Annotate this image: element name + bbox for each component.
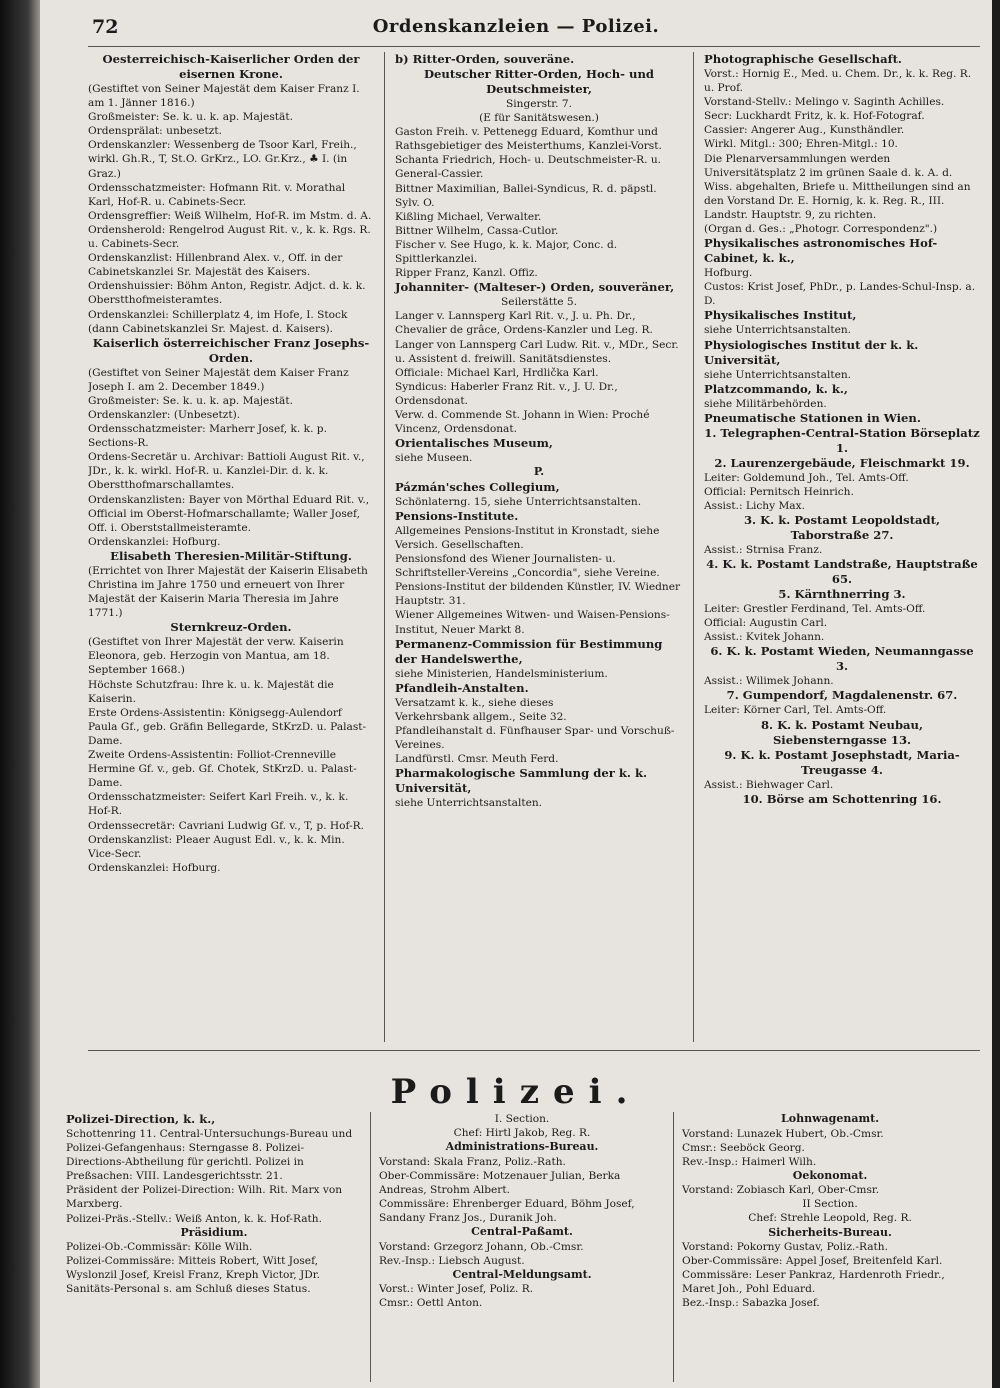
entry-text: Präsident der Polizei-Direction: Wilh. Rit. Marx von Marxberg. [66, 1184, 343, 1211]
entry-text: Vorstand: Pokorny Gustav, Poliz.-Rath. [682, 1241, 888, 1254]
entry-heading: Administrations-Bureau. [445, 1140, 599, 1154]
entry-heading: P. [533, 465, 545, 479]
entry-text: Commissäre: Ehrenberger Eduard, Böhm Josef, Sandany Franz Jos., Duranik Joh. [378, 1197, 635, 1225]
entry-text: Vorst.: Hornig E., Med. u. Chem. Dr., k. k. Reg. R. u. Prof. [704, 68, 972, 95]
entry-text: Langer von Lannsperg Carl Ludw. Rit. v., MDr., Secr. u. Assistent d. freiwill. Sanitätsdienstes. [395, 338, 679, 365]
entry-text: Sanitäts-Personal s. am Schluß dieses Status. [66, 1283, 311, 1296]
entry-text: Bez.-Insp.: Sabazka Josef. [682, 1297, 820, 1310]
entry-heading: Pneumatische Stationen in Wien. [704, 410, 921, 425]
entry-text: Leiter: Körner Carl, Tel. Amts-Off. [704, 704, 887, 717]
entry-text: Bittner Maximilian, Ballei-Syndicus, R. d. päpstl. Sylv. O. [395, 182, 657, 209]
column-police-direction [66, 1112, 370, 1382]
entry-heading: Photographische Gesellschaft. [704, 52, 902, 66]
entry-text: Hofburg. [704, 267, 753, 280]
entry-text: Polizei-Ob.-Commissär: Kölle Wilh. [66, 1241, 253, 1254]
entry-heading: Sicherheits-Bureau. [768, 1225, 892, 1239]
section-rule [88, 1050, 980, 1051]
entry-heading: b) Ritter-Orden, souveräne. [395, 52, 575, 66]
entry-heading: 7. Gumpendorf, Magdalenenstr. 67. [726, 688, 958, 703]
entry-heading: Pfandleih-Anstalten. [395, 680, 529, 695]
header-rule [88, 46, 980, 47]
document-page [40, 0, 992, 1388]
entry-text: Höchste Schutzfrau: Ihre k. u. k. Majestät die Kaiserin. [88, 678, 334, 705]
entry-text: Pfandleihanstalt d. Fünfhauser Spar- und Vorschuß-Vereines. [395, 724, 675, 751]
column-section-1 [370, 1112, 674, 1382]
entry-heading: Permanenz-Commission für Bestimmung der Handelswerthe, [395, 636, 663, 666]
entry-text: (Organ d. Ges.: „Photogr. Correspondenz".) [704, 223, 938, 236]
entry-text: Ordensherold: Rengelrod August Rit. v., k. k. Rgs. R. u. Cabinets-Secr. [88, 223, 371, 251]
upper-columns [88, 52, 980, 1042]
entry-text: (Gestiftet von Seiner Majestät dem Kaiser Franz Joseph I. am 2. December 1849.) [88, 366, 349, 393]
entry-text: Leiter: Goldemund Joh., Tel. Amts-Off. [704, 471, 909, 484]
entry-text: Commissäre: Leser Pankraz, Hardenroth Friedr., Maret Joh., Pohl Eduard. [682, 1269, 945, 1296]
entry-heading: Central-Meldungsamt. [452, 1267, 592, 1281]
entry-heading: Oesterreichisch-Kaiserlicher Orden der eisernen Krone. [102, 52, 360, 81]
entry-text: Custos: Krist Josef, PhDr., p. Landes-Schul-Insp. a. D. [704, 281, 976, 308]
police-section-title: Polizei. [390, 1072, 642, 1112]
lower-columns [66, 1112, 978, 1382]
entry-heading: Pázmán'sches Collegium, [395, 479, 560, 494]
entry-text: Verw. d. Commende St. Johann in Wien: Proché Vincenz, Ordensdonat. [395, 408, 650, 436]
entry-text: Zweite Ordens-Assistentin: Folliot-Crenneville Hermine Gf. v., geb. Gf. Chotek, StKrzD. u. Palast-Dame. [88, 749, 357, 790]
entry-text: Wirkl. Mitgl.: 300; Ehren-Mitgl.: 10. [704, 138, 898, 151]
entry-text: Ordenskanzlisten: Bayer von Mörthal Eduard Rit. v., Official im Oberst-Hofmarschallamte; Waller Josef, Off. i. Oberststallmeisteramte. [88, 493, 370, 534]
entry-text: Cassier: Angerer Aug., Kunsthändler. [704, 124, 905, 137]
column-section-2 [674, 1112, 978, 1382]
entry-text: Wiener Allgemeines Witwen- und Waisen-Pensions-Institut, Neuer Markt 8. [395, 609, 670, 636]
entry-text: Ordensschatzmeister: Seifert Karl Freih. v., k. k. Hof-R. [88, 791, 349, 818]
entry-text: siehe Ministerien, Handelsministerium. [395, 667, 608, 680]
page-header [40, 16, 992, 44]
entry-heading: Präsidium. [180, 1225, 248, 1239]
entry-text: (E für Sanitätswesen.) [479, 112, 599, 125]
entry-heading: Physikalisches astronomisches Hof-Cabinet, k. k., [704, 236, 938, 266]
entry-text: Ordenskanzlist: Pleaer August Edl. v., k. k. Min. Vice-Secr. [88, 833, 345, 860]
entry-text: Ober-Commissäre: Motzenauer Julian, Berka Andreas, Strohm Albert. [378, 1169, 621, 1196]
entry-text: Schönlaterng. 15, siehe Unterrichtsanstalten. [395, 495, 642, 508]
book-spine-shadow [0, 0, 40, 1388]
entry-text: Singerstr. 7. [505, 98, 573, 110]
entry-text: Ordensgreffier: Weiß Wilhelm, Hof-R. im Mstm. d. A. [88, 209, 372, 222]
entry-text: Ordensprälat: unbesetzt. [88, 125, 222, 138]
entry-text: Vorstand: Lunazek Hubert, Ob.-Cmsr. [682, 1127, 884, 1140]
entry-text: Ordens-Secretär u. Archivar: Battioli August Rit. v., JDr., k. k. wirkl. Hof-R. u. Kanzlei-Dir. d. k. k. Oberstthofmarschallamtes. [88, 451, 365, 492]
entry-heading: 9. K. k. Postamt Josephstadt, Maria-Treugasse 4. [724, 747, 960, 777]
entry-text: Allgemeines Pensions-Institut in Kronstadt, siehe Versich. Gesellschaften. [395, 524, 660, 551]
entry-heading: Johanniter- (Malteser-) Orden, souveräner, [395, 280, 675, 295]
page-number: 72 [92, 16, 119, 38]
entry-heading: Polizei-Direction, k. k., [66, 1112, 216, 1126]
entry-text: Assist.: Strnisa Franz. [704, 543, 823, 556]
entry-text: Assist.: Lichy Max. [704, 499, 805, 512]
entry-text: (Gestiftet von Ihrer Majestät der verw. Kaiserin Eleonora, geb. Herzogin von Mantua, am 18. September 1668.) [88, 636, 344, 677]
entry-heading: Physiologisches Institut der k. k. Universität, [704, 337, 919, 367]
entry-heading: 2. Laurenzergebäude, Fleischmarkt 19. [714, 455, 970, 470]
entry-text: Cmsr.: Seeböck Georg. [682, 1141, 805, 1154]
entry-heading: 10. Börse am Schottenring 16. [742, 791, 942, 806]
entry-text: Chef: Strehle Leopold, Reg. R. [748, 1212, 912, 1225]
entry-text: Seilerstätte 5. [501, 296, 577, 309]
entry-text: I. Section. [494, 1113, 550, 1125]
entry-text: Vorstand-Stellv.: Melingo v. Saginth Achilles. [704, 96, 945, 109]
entry-text: siehe Unterrichtsanstalten. [704, 368, 852, 381]
entry-text: Chef: Hirtl Jakob, Reg. R. [453, 1127, 591, 1140]
entry-text: Ordenssecretär: Cavriani Ludwig Gf. v., T, p. Hof-R. [88, 819, 365, 832]
entry-text: Rev.-Insp.: Liebsch August. [378, 1254, 525, 1267]
entry-text: siehe Museen. [395, 452, 473, 465]
entry-heading: 3. K. k. Postamt Leopoldstadt, Taborstraße 27. [743, 512, 941, 542]
entry-heading: Pharmakologische Sammlung der k. k. Universität, [395, 766, 648, 796]
entry-heading: Lohnwagenamt. [781, 1112, 880, 1125]
entry-text: (Gestiftet von Seiner Majestät dem Kaiser Franz I. am 1. Jänner 1816.) [88, 83, 360, 110]
entry-text: siehe Unterrichtsanstalten. [395, 797, 543, 810]
entry-heading: Orientalisches Museum, [395, 436, 553, 451]
entry-text: Ordenskanzler: (Unbesetzt). [88, 408, 241, 421]
entry-text: Erste Ordens-Assistentin: Königsegg-Aulendorf Paula Gf., geb. Gräfin Bellegarde, StKrzD. u. Palast-Dame. [88, 706, 367, 747]
entry-text: Ordenshuissier: Böhm Anton, Registr. Adjct. d. k. k. Oberstthofmeisteramtes. [88, 280, 366, 307]
entry-heading: 8. K. k. Postamt Neubau, Siebensterngasse 13. [760, 717, 924, 747]
entry-text: Ordenskanzler: Wessenberg de Tsoor Karl, Freih., wirkl. Gh.R., T, St.O. GrKrz., LO. Gr.Krz., ♣ I. (in Graz.) [88, 139, 357, 180]
entry-heading: Physikalisches Institut, [704, 308, 857, 323]
entry-text: Leiter: Grestler Ferdinand, Tel. Amts-Off. [704, 603, 926, 616]
entry-text: Ripper Franz, Kanzl. Offiz. [395, 267, 538, 280]
entry-text: Syndicus: Haberler Franz Rit. v., J. U. Dr., Ordensdonat. [395, 380, 618, 407]
entry-text: Official: Pernitsch Heinrich. [704, 485, 854, 498]
entry-heading: Oekonomat. [792, 1168, 868, 1182]
entry-heading: Deutscher Ritter-Orden, Hoch- und Deutschmeister, [424, 67, 654, 96]
entry-text: Assist.: Wilimek Johann. [704, 675, 834, 688]
entry-heading: Platzcommando, k. k., [704, 381, 848, 396]
entry-text: Kißling Michael, Verwalter. [395, 210, 542, 223]
entry-text: Cmsr.: Oettl Anton. [378, 1297, 483, 1310]
entry-heading: Pensions-Institute. [395, 508, 519, 523]
entry-text: II Section. [802, 1198, 858, 1211]
entry-text: Bittner Wilhelm, Cassa-Cutlor. [395, 224, 559, 237]
entry-text: Schottenring 11. Central-Untersuchungs-Bureau und Polizei-Gefangenhaus: Sterngasse 8. Polizei-Directions-Abtheilung für gerichtl. Polizei in Preßsachen: VIII. Landesgerichtsstr. 21. [66, 1128, 353, 1183]
entry-text: Langer v. Lannsperg Karl Rit. v., J. u. Ph. Dr., Chevalier de grâce, Ordens-Kanzler und Leg. R. [395, 310, 653, 337]
entry-text: Vorstand: Grzegorz Johann, Ob.-Cmsr. [378, 1240, 584, 1253]
entry-text: Pensions-Institut der bildenden Künstler, IV. Wiedner Hauptstr. 31. [395, 581, 681, 608]
entry-text: Secr: Luckhardt Fritz, k. k. Hof-Fotograf. [704, 110, 925, 123]
entry-text: Versatzamt k. k., siehe dieses [395, 696, 554, 709]
column-2 [384, 52, 694, 1042]
entry-text: Vorstand: Skala Franz, Poliz.-Rath. [378, 1155, 566, 1168]
entry-text: Ordenskanzlei: Hofburg. [88, 861, 221, 874]
entry-text: Rev.-Insp.: Haimerl Wilh. [682, 1155, 817, 1168]
entry-text: Assist.: Biehwager Carl. [704, 778, 834, 791]
entry-text: Großmeister: Se. k. u. k. ap. Majestät. [88, 394, 293, 407]
entry-text: Ober-Commissäre: Appel Josef, Breitenfeld Karl. [682, 1255, 943, 1268]
entry-text: Ordensschatzmeister: Marherr Josef, k. k. p. Sections-R. [88, 423, 327, 450]
column-1 [88, 52, 384, 1042]
entry-text: Assist.: Kvitek Johann. [704, 631, 825, 644]
entry-text: Ordenskanzlei: Hofburg. [88, 535, 221, 548]
entry-heading: 5. Kärnthnerring 3. [778, 587, 906, 602]
entry-text: Polizei-Commissäre: Mitteis Robert, Witt Josef, Wyslonzil Josef, Kreisl Franz, Kreph Victor, JDr. [66, 1255, 320, 1282]
entry-text: Pensionsfond des Wiener Journalisten- u. Schriftsteller-Vereins „Concordia", siehe Vereine. [395, 553, 660, 580]
entry-heading: Kaiserlich österreichischer Franz Josephs-Orden. [92, 335, 370, 365]
entry-text: Die Plenarversammlungen werden Universitätsplatz 2 im grünen Saale d. k. A. d. Wiss. abgehalten, Briefe u. Mittheilungen sind an den Vorstand Dr. E. Hornig, k. k. Reg. R., III. Landstr. Hauptstr. 9, zu richten. [704, 152, 971, 221]
entry-text: Vorst.: Winter Josef, Poliz. R. [378, 1283, 534, 1296]
entry-heading: Sternkreuz-Orden. [170, 620, 292, 635]
entry-text: Verkehrsbank allgem., Seite 32. [395, 710, 567, 723]
column-3 [694, 52, 980, 1042]
entry-text: siehe Unterrichtsanstalten. [704, 324, 852, 337]
entry-text: Polizei-Präs.-Stellv.: Weiß Anton, k. k. Hof-Rath. [66, 1212, 322, 1225]
entry-text: Fischer v. See Hugo, k. k. Major, Conc. d. Spittlerkanzlei. [395, 238, 618, 266]
entry-text: Großmeister: Se. k. u. k. ap. Majestät. [88, 111, 293, 124]
entry-text: Ordenskanzlist: Hillenbrand Alex. v., Off. in der Cabinetskanzlei Sr. Majestät des Kaisers. [88, 252, 343, 279]
entry-text: Vorstand: Zobiasch Karl, Ober-Cmsr. [682, 1184, 880, 1197]
entry-text: Gaston Freih. v. Pettenegg Eduard, Komthur und Rathsgebietiger des Meisterthums, Kanzlei-Vorst. [395, 126, 662, 153]
entry-text: siehe Militärbehörden. [704, 397, 827, 410]
entry-heading: 4. K. k. Postamt Landstraße, Hauptstraße 65. [706, 557, 978, 587]
entry-text: Officiale: Michael Karl, Hrdlička Karl. [395, 366, 599, 379]
entry-text: Landfürstl. Cmsr. Meuth Ferd. [395, 753, 559, 766]
entry-text: Ordensschatzmeister: Hofmann Rit. v. Morathal Karl, Hof-R. u. Cabinets-Secr. [88, 181, 346, 208]
entry-heading: Central-Paßamt. [471, 1225, 573, 1239]
running-title: Ordenskanzleien — Polizei. [372, 16, 660, 37]
entry-text: Schanta Friedrich, Hoch- u. Deutschmeister-R. u. General-Cassier. [395, 154, 662, 181]
entry-text: Ordenskanzlei: Schillerplatz 4, im Hofe, I. Stock (dann Cabinetskanzlei Sr. Majest. d. Kaisers). [88, 308, 348, 335]
entry-text: (Errichtet von Ihrer Majestät der Kaiserin Elisabeth Christina im Jahre 1750 und erneuert von Ihrer Majestät der Kaiserin Maria Theresia im Jahre 1771.) [88, 564, 368, 620]
entry-heading: 6. K. k. Postamt Wieden, Neumanngasse 3. [710, 644, 974, 674]
entry-text: Official: Augustin Carl. [704, 617, 828, 630]
entry-heading: 1. Telegraphen-Central-Station Börseplatz 1. [704, 425, 980, 455]
entry-heading: Elisabeth Theresien-Militär-Stiftung. [110, 548, 352, 563]
